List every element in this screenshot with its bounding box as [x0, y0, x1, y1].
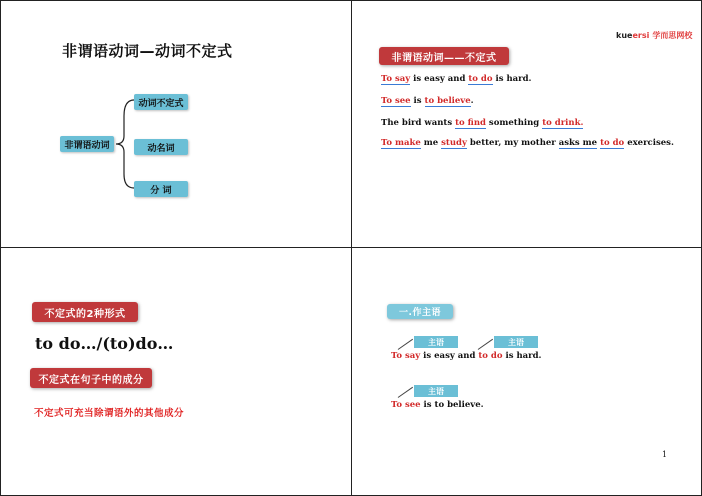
sentence-text: The bird wants — [381, 118, 456, 128]
sentence-text: better, my mother — [466, 138, 559, 148]
highlighted-phrase: to find — [455, 118, 486, 128]
sentence-text: exercises. — [624, 138, 674, 148]
slide-divider-vertical — [351, 0, 352, 496]
highlighted-phrase: asks me — [558, 138, 598, 148]
logo-brand-part-a: kue — [616, 31, 633, 40]
mindmap-branch-infinitive: 动词不定式 — [134, 94, 188, 110]
highlighted-phrase: to drink. — [542, 118, 584, 128]
slide4-header: 一.作主语 — [387, 304, 453, 319]
brand-logo — [616, 30, 692, 41]
mindmap-root: 非谓语动词 — [60, 136, 114, 152]
sentence-line — [391, 400, 484, 410]
infinitive-forms: to do…/(to)do… — [35, 334, 174, 353]
highlighted-phrase: To see — [391, 400, 421, 410]
slide3-note: 不定式可充当除谓语外的其他成分 — [34, 408, 185, 419]
slide-divider-horizontal — [0, 247, 702, 248]
highlighted-phrase: To make — [381, 138, 421, 148]
sentence-line — [381, 96, 474, 106]
slide3-header-forms: 不定式的2种形式 — [32, 302, 138, 322]
highlighted-phrase: To see — [381, 96, 411, 106]
highlighted-phrase: to do — [478, 351, 503, 361]
sentence-text: . — [470, 96, 474, 106]
slide3-header-components: 不定式在句子中的成分 — [30, 368, 152, 388]
sentence-text: is hard. — [492, 74, 532, 84]
sentence-text: is — [410, 96, 425, 106]
subject-tag: 主语 — [494, 336, 538, 348]
highlighted-phrase: study — [441, 138, 467, 148]
page-number: 1 — [662, 450, 668, 459]
sentence-line — [391, 351, 542, 361]
sentence-text: me — [420, 138, 442, 148]
logo-brand-part-b: ersi — [632, 31, 650, 40]
highlighted-phrase: to do — [468, 74, 493, 84]
sentence-text: is easy and — [410, 74, 469, 84]
subject-tag: 主语 — [414, 385, 458, 397]
mindmap-branch-gerund: 动名词 — [134, 139, 188, 155]
highlighted-phrase: to believe — [424, 96, 471, 106]
logo-chinese: 学而思网校 — [652, 31, 693, 40]
sentence-text: is easy and — [420, 351, 479, 361]
subject-tag: 主语 — [414, 336, 458, 348]
sentence-line — [381, 118, 583, 128]
mindmap-branch-participle: 分 词 — [134, 181, 188, 197]
sentence-line — [381, 74, 532, 84]
sentence-text: is to believe. — [420, 400, 484, 410]
slide1-title: 非谓语动词—动词不定式 — [62, 42, 233, 60]
highlighted-phrase: to do — [600, 138, 625, 148]
highlighted-phrase: To say — [381, 74, 411, 84]
sentence-text: is hard. — [502, 351, 542, 361]
sentence-text: something — [485, 118, 543, 128]
slide2-header: 非谓语动词——不定式 — [379, 47, 509, 65]
sentence-line — [381, 138, 674, 148]
highlighted-phrase: To say — [391, 351, 421, 361]
